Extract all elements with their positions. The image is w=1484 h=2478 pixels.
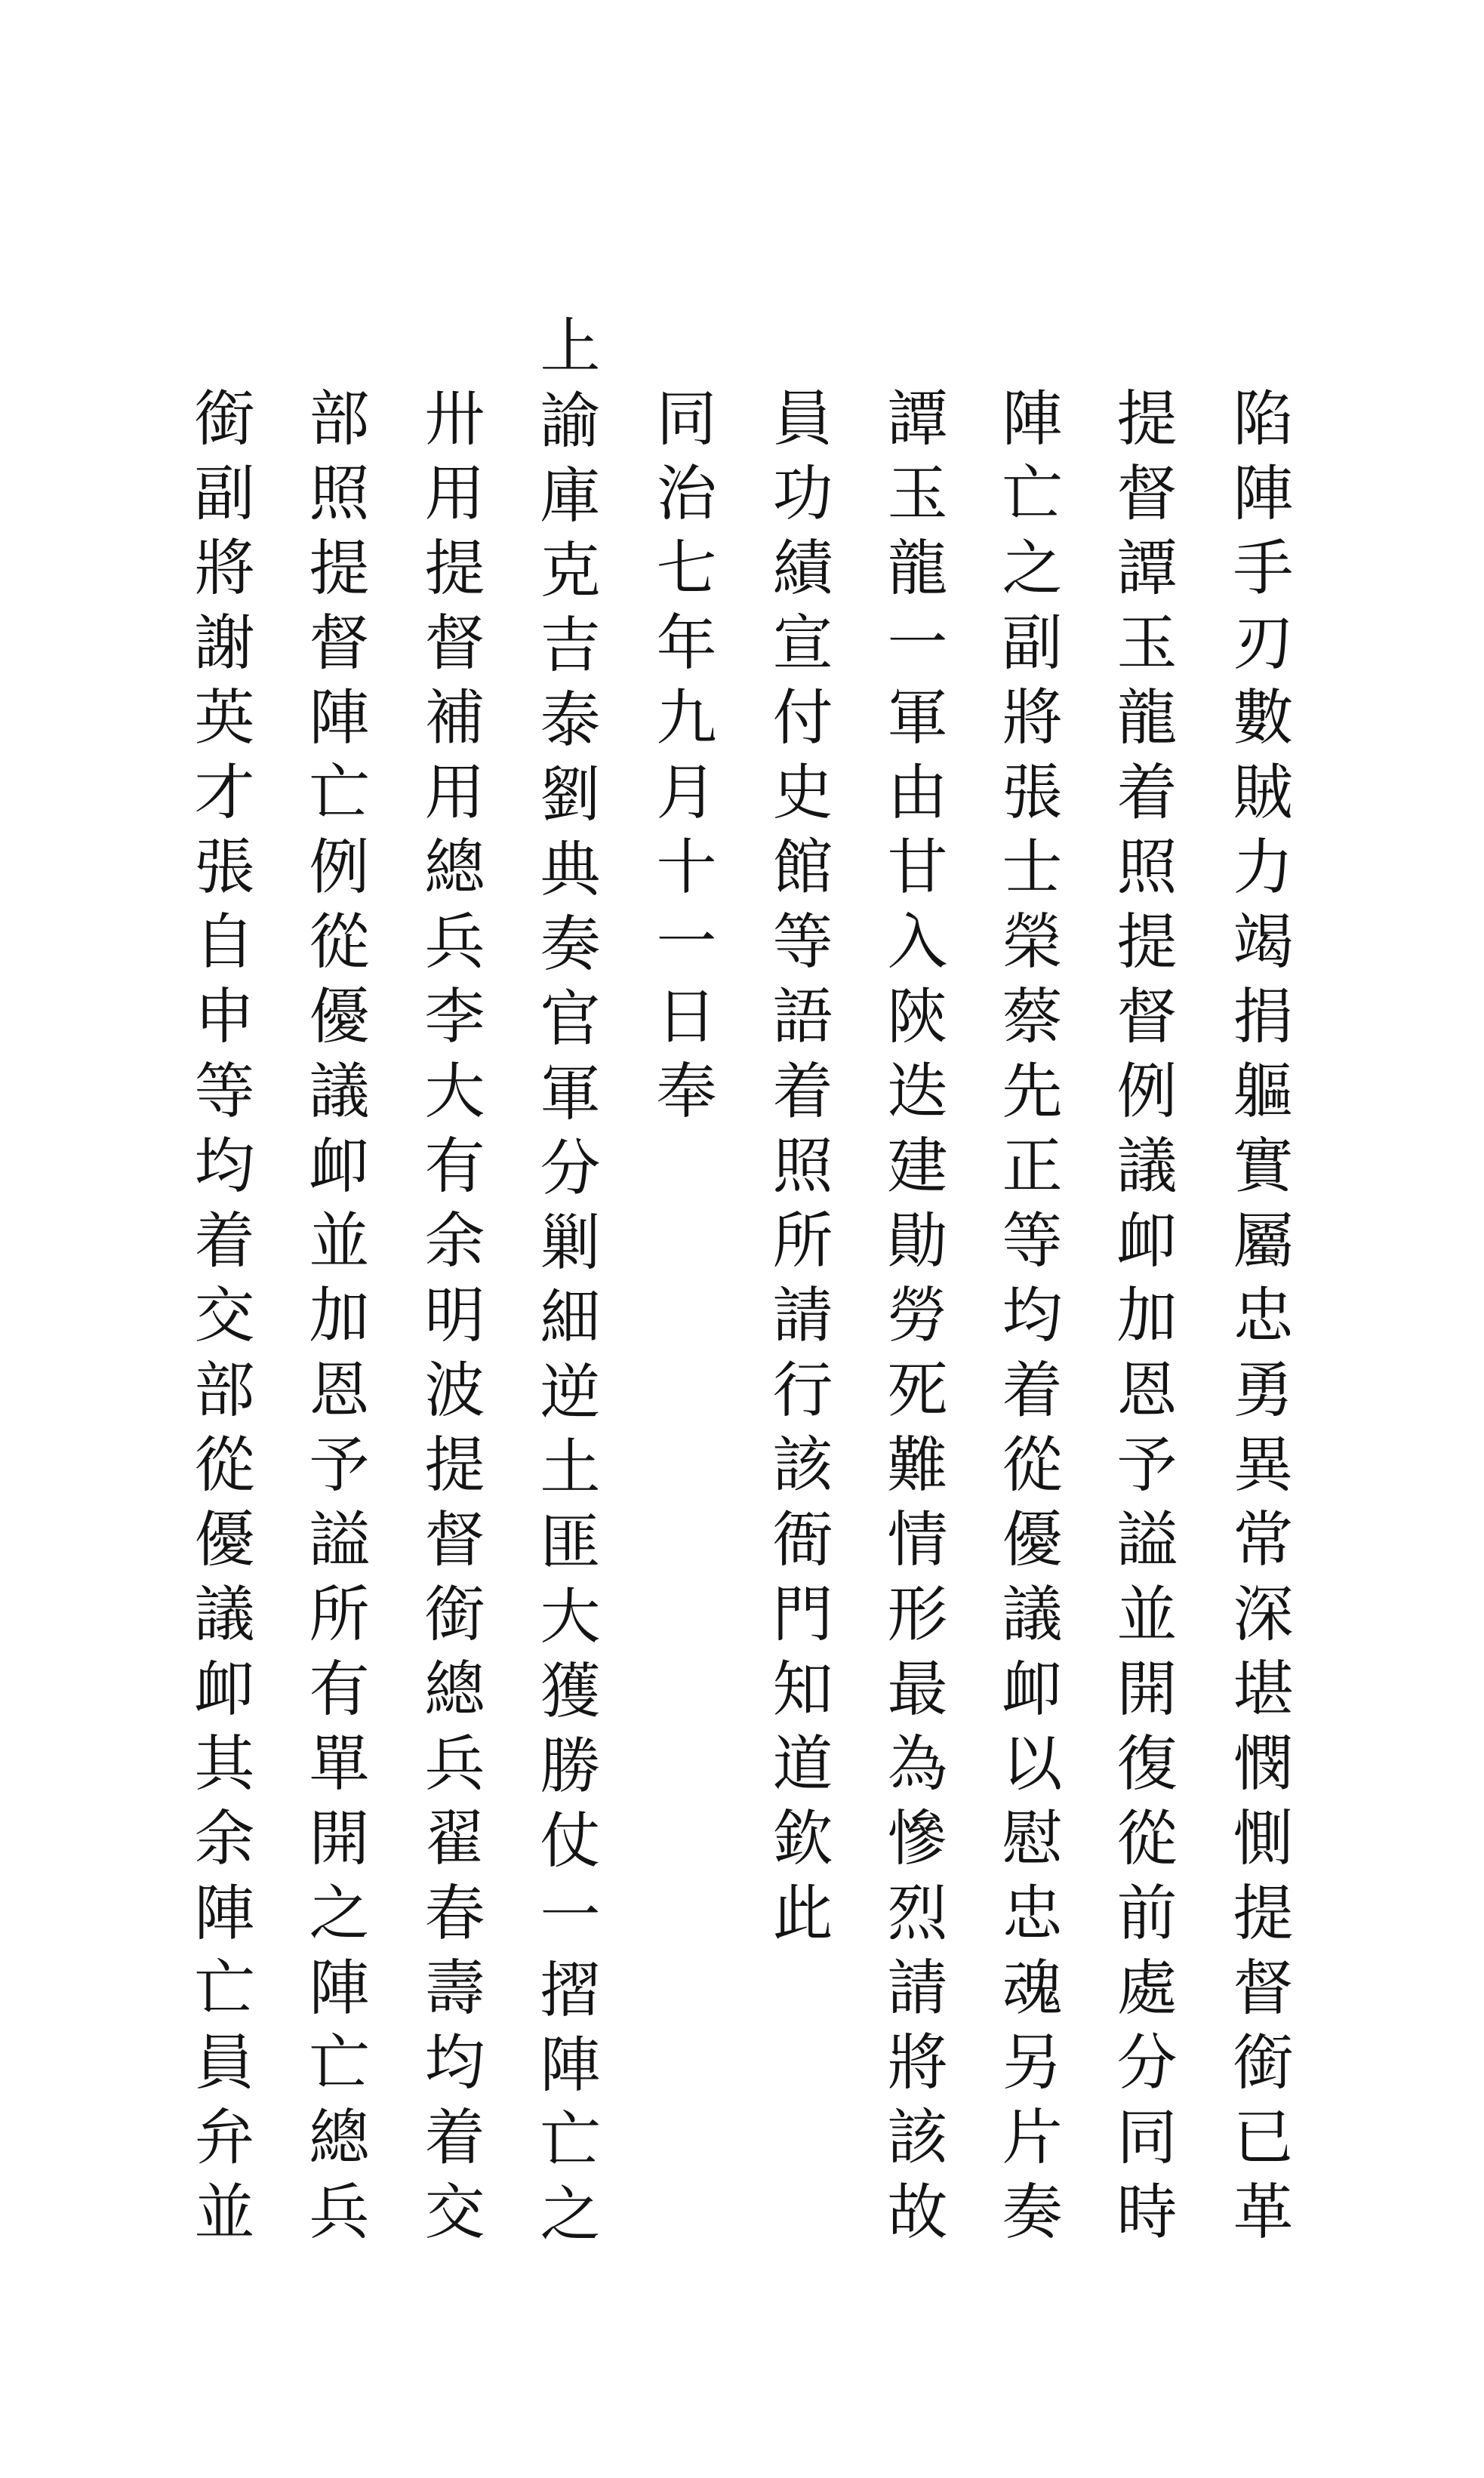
edict-heading-column: 上諭庫克吉泰劉典奏官軍分剿細逆土匪大獲勝仗一摺陣亡之 (530, 314, 600, 2257)
text-column-1: 陷陣手刃數賊力竭捐軀實屬忠勇異常深堪憫惻提督銜已革 (1223, 386, 1293, 2255)
text-column-5: 員功績宣付史館等語着照所請行該衙門知道欽此 (762, 386, 833, 1956)
text-column-9: 部照提督陣亡例從優議卹並加恩予謚所有單開之陣亡總兵 (299, 386, 369, 2255)
date-column: 同治七年九月十一日奉 (646, 386, 716, 1134)
text-column-3: 陣亡之副將張士榮蔡先正等均着從優議卹以慰忠魂另片奏 (992, 386, 1062, 2255)
text-column-10: 銜副將謝英才張自申等均着交部從優議卹其余陣亡員弁並 (184, 386, 254, 2255)
text-column-2: 提督譚玉龍着照提督例議卹加恩予謚並開復從前處分同時 (1107, 386, 1177, 2255)
text-column-8: 卅用提督補用總兵李大有余明波提督銜總兵翟春壽均着交 (414, 386, 485, 2255)
text-column-4: 譚玉龍一軍由甘入陝迭建勛勞死難情形最為慘烈請將該故 (877, 386, 947, 2255)
